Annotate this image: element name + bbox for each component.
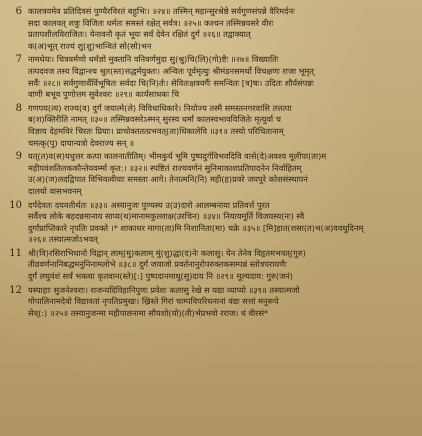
verse-entry-9	[4, 151, 416, 197]
verse-line: सर्वैश्च लोके बहदन्नमानाय साप्य(थ)मानामकुल्लाक्ष(उरचिन) ॥३४॥ नियायमूर्ति विजयस्य(नः) स्वै	[28, 211, 305, 222]
verse-line: दुर्गांप्राप्तिकारे नृपतिः प्रवक्ते ।* शाकाधर मागा(ता)मि निशानिता(मा) चक्रे ॥३५॥ [मि]हात(शसा(त)भ(अ)ववधुदिनम्	[28, 222, 364, 233]
verse-line: गणपय(त्य) राज्य(व) दुर्गं जयात्मे(ले) विविधाधिकारे। नियोज्य तस्मै समस्तनगरवासि तत्तत्पा	[28, 102, 292, 113]
verse-number: 9	[15, 151, 22, 163]
verse-line: तीव्रवर्णनानिबद्धमनुनिनामलोभे ॥३८॥ दुर्गं जयाजो प्रवर्तनानुरोपरुक्तकसम्पन्नं स्तोत्रपरायणैः	[28, 259, 287, 270]
verse-lines	[28, 103, 416, 149]
verse-number: 6	[15, 6, 22, 17]
verse-line: ॥२६॥ तस्यात्मजोऽभवत्	[28, 234, 98, 245]
verse-line: तत्पदवज तस्य विद्वान्श्च श्रुत(स्त)त्तद्धर्मयुक्तः। अन्वितः पूर्वमृत्युः श्रीमंडनसमर्थो विचक्षणः राजा भूमृत्	[28, 65, 314, 76]
verse-line: यत्(त)व(स)यधुत्तर कत्पा कालनातीतिम्। भीमकुर्य भूमि पुष्पदुर्गविभवदिवि वासे(दे)अवश्य मूलीपा(ता)म	[28, 151, 327, 162]
verse-line: सर्वैः ॥२८॥ सर्वगुणार्थैर्विभूषितः सर्वदा चि(नि)र्तः। सेवितःक्षत्रवर्गैः समन्वितः [त्र]षः। उदितः शौर्यसंपन्नः	[28, 77, 314, 88]
verse-line: गोपालिनामदेवो विद्यावतां नृपतिप्रमुखः। ख्रिस्ते गिरां चाम्पविपरिधनानां वंद्यः सत्तां मनुरूपे	[28, 296, 279, 307]
verse-lines	[28, 200, 416, 246]
verse-line: दालयो वासभवनम्	[28, 185, 82, 196]
verse-entry-12	[4, 285, 416, 320]
verse-number: 7	[15, 54, 22, 66]
verse-entry-10	[4, 200, 416, 246]
verse-line: श्री(वि)रसिराभिधानो विद्वान् लाम्(मु)कलाम् मुं(शु)द्धा(द)नेः कलासु। येन तेनेव विहृतमभवत्(गुरु)	[28, 247, 306, 258]
verse-number: 10	[9, 199, 22, 211]
verse-line: महीपवंशतिलककौन्तेयवर्म्मा कृत:। ॥३२॥ स्पष्टितं राज्यवर्णनं सुनिमाकाशप्रतिपादनेन निर्वाहितम्	[28, 162, 302, 173]
verse-line: वाणी बभूव पुणोत्तम सुवेश्वरः ॥२९॥ कार्यसाधकः चि	[28, 89, 180, 100]
verse-line: यस्याहाः सुजनेश्वराः। राजन्यदिविहानिपुणः प्रवेशः कलासु रेखे स यद्या व्याप्यो ॥३९॥ तस्यात्मजो	[28, 284, 300, 295]
verse-line: सेव्(:) ॥२५॥ तस्यानुजन्मा महीपालनामा सौयशो(यो)(ती)र्भप्रभवो रराज। धं वीरसं*	[28, 307, 269, 318]
verse-number: 8	[15, 102, 22, 114]
verse-line: विज्ञाय देहमविरं चिरतः प्रियाः। प्राचोक्ततत्प्रभवत्(ता)धिकालेवि ॥३१॥ तस्यो परिचितानाम्	[28, 125, 284, 136]
verse-line: ब(श)क्तिरीति नामत् ॥३०॥ तस्मिन्नवसरेऽस्मन् सुरस्य धर्मा कालस्वभावविजितेः मृत्युर्वा च	[28, 114, 281, 125]
verse-lines	[28, 151, 416, 197]
verse-lines	[28, 54, 416, 100]
verse-lines	[28, 6, 416, 52]
verse-line: दुर्गं लघुवंशं सर्वं भक्त्या कृतवान(स्ते)[:] पुष्पदानमाधु(सु)दाय नि ॥२९॥ मूल्यदाय: गुरु(जनं)	[28, 271, 293, 282]
verse-line: कालत्रयमेव प्रतिदिवसं पुण्यैरविरतं बहुभिः। ॥२४॥ तस्मिन् महान्सुरश्रेष्ठे सर्वगुणसंपन्ने वैरिमर्दनः	[28, 6, 295, 16]
verse-line: दर्पदेवतः दयवतीर्थतः ॥३३॥ अस्यानुजः पुण्यस्य उ(उ)दारो आलम्बनाया प्रतिवर्त्त पुरत	[28, 199, 270, 210]
verse-line: क(अ)भूत् राज्यं शु(शु)भान्वितं सो(सो)भन	[28, 40, 152, 51]
verse-lines	[28, 248, 416, 283]
verse-line: प्रतापशीलविराजितः। येनावनौ कृतं भूयः सर्वं देवेन रक्षितं दुर्गं ॥२६॥ तद्वाक्यात्	[28, 29, 251, 40]
verse-entry-11	[4, 248, 416, 283]
verse-line: चमत्कृ(पु) दायान्यत्रो देवराज्य सन् ॥	[28, 137, 134, 148]
verse-line: नामधेयः। चित्रवर्मणो धर्मज्ञो मुक्तानि वनिवर्णमुदा सु(श्रु)चि(लि)(गो)ष्टैः ॥२७॥ विख्यातिः	[28, 54, 279, 65]
verse-entry-8	[4, 103, 416, 149]
verse-entry-6	[4, 6, 416, 52]
verse-line: सदा कालवत् शत्रुः विजितः धर्मतः समस्तं रक्षेत् सर्वत्र। ॥२५॥ कश्चन तस्मिन्नवसरे वीरः	[28, 17, 274, 28]
verse-number: 11	[9, 247, 22, 259]
verse-lines	[28, 285, 416, 320]
verse-number: 12	[9, 284, 22, 296]
verse-line: उ(अ)(ज)लदद्विपात विभिवत्वीयाः समस्ता आगे। तेनात्मनि(नि) मही(ह)प्रवरे जयपुरे कोशसंस्थापनं	[28, 174, 308, 185]
verse-entry-7	[4, 54, 416, 100]
